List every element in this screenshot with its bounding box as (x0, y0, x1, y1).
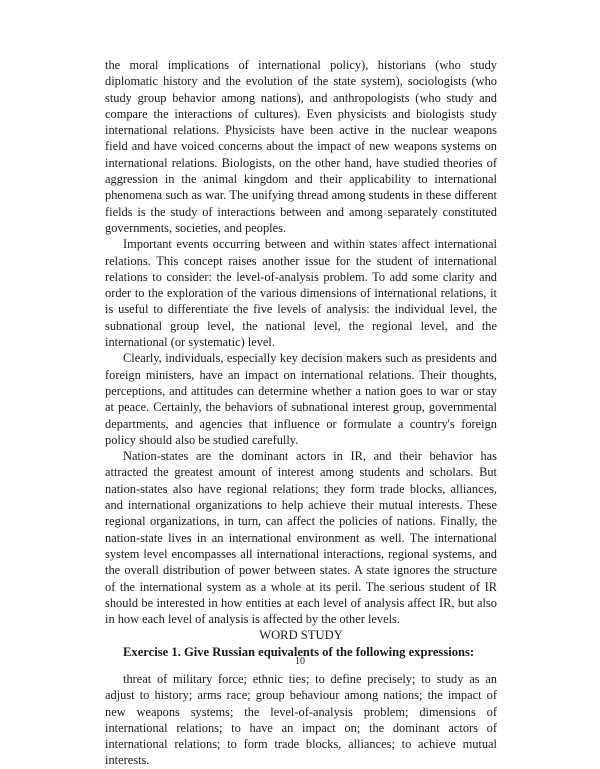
exercise-text: threat of military force; ethnic ties; to define precisely; to study as an adjust to history; arms race; group behaviour among nations; the impact of new weapons systems; the level-of-analysis problem; dimensions of international relations; to have an impact on; the dominant actors of international relations; to form trade blocks, alliances; to achieve mutual interests. (105, 671, 497, 768)
exercise-title: Exercise 1. Give Russian equivalents of the following expressions: (123, 644, 475, 659)
paragraph-3: Clearly, individuals, especially key decision makers such as presidents and foreign ministers, have an impact on international relations. Their thoughts, perceptions, and attitudes can determine whether a nation goes to war or stay at peace. Certainly, the behaviors of subnational interest group, governmental departments, and agencies that influence or formulate a country's foreign policy should also be studied carefully. (105, 351, 497, 447)
paragraph-1: the moral implications of international policy), historians (who study diplomatic history and the evolution of the state system), sociologists (who study group behavior among nations), and anthropologists (who study and compare the interactions of cultures). Even physicists and biologists study international relations. Physicists have been active in the nuclear weapons field and have voiced concerns about the impact of new weapons systems on international relations. Biologists, on the other hand, have studied theories of aggression in the animal kingdom and their applicability to international phenomena such as war. The unifying thread among students in these different fields is the study of interactions between and among separately constituted governments, societies, and peoples. (105, 58, 497, 235)
paragraph-2: Important events occurring between and within states affect international relations. This concept raises another issue for the student of international relations to consider: the level-of-analysis problem. To add some clarity and order to the exploration of the various dimensions of international relations, it is useful to differentiate the five levels of analysis: the individual level, the subnational group level, the national level, the regional level, and the international (or systematic) level. (105, 237, 497, 350)
page-number: 10 (295, 656, 305, 667)
section-heading: WORD STUDY (259, 628, 343, 643)
paragraph-4: Nation-states are the dominant actors in IR, and their behavior has attracted the greatest amount of interest among students and scholars. But nation-states also have regional relations; they form trade blocks, alliances, and international organizations to help achieve their mutual interests. These regional organizations, in turn, can affect the policies of nations. Finally, the nation-state lives in an international environment as well. The international system level encompasses all international interactions, regional systems, and the overall distribution of power between states. A state ignores the structure of the international system as a whole at its peril. The serious student of IR should be interested in how entities at each level of analysis affect IR, but also in how each level of analysis is affected by the other levels. (105, 449, 497, 627)
